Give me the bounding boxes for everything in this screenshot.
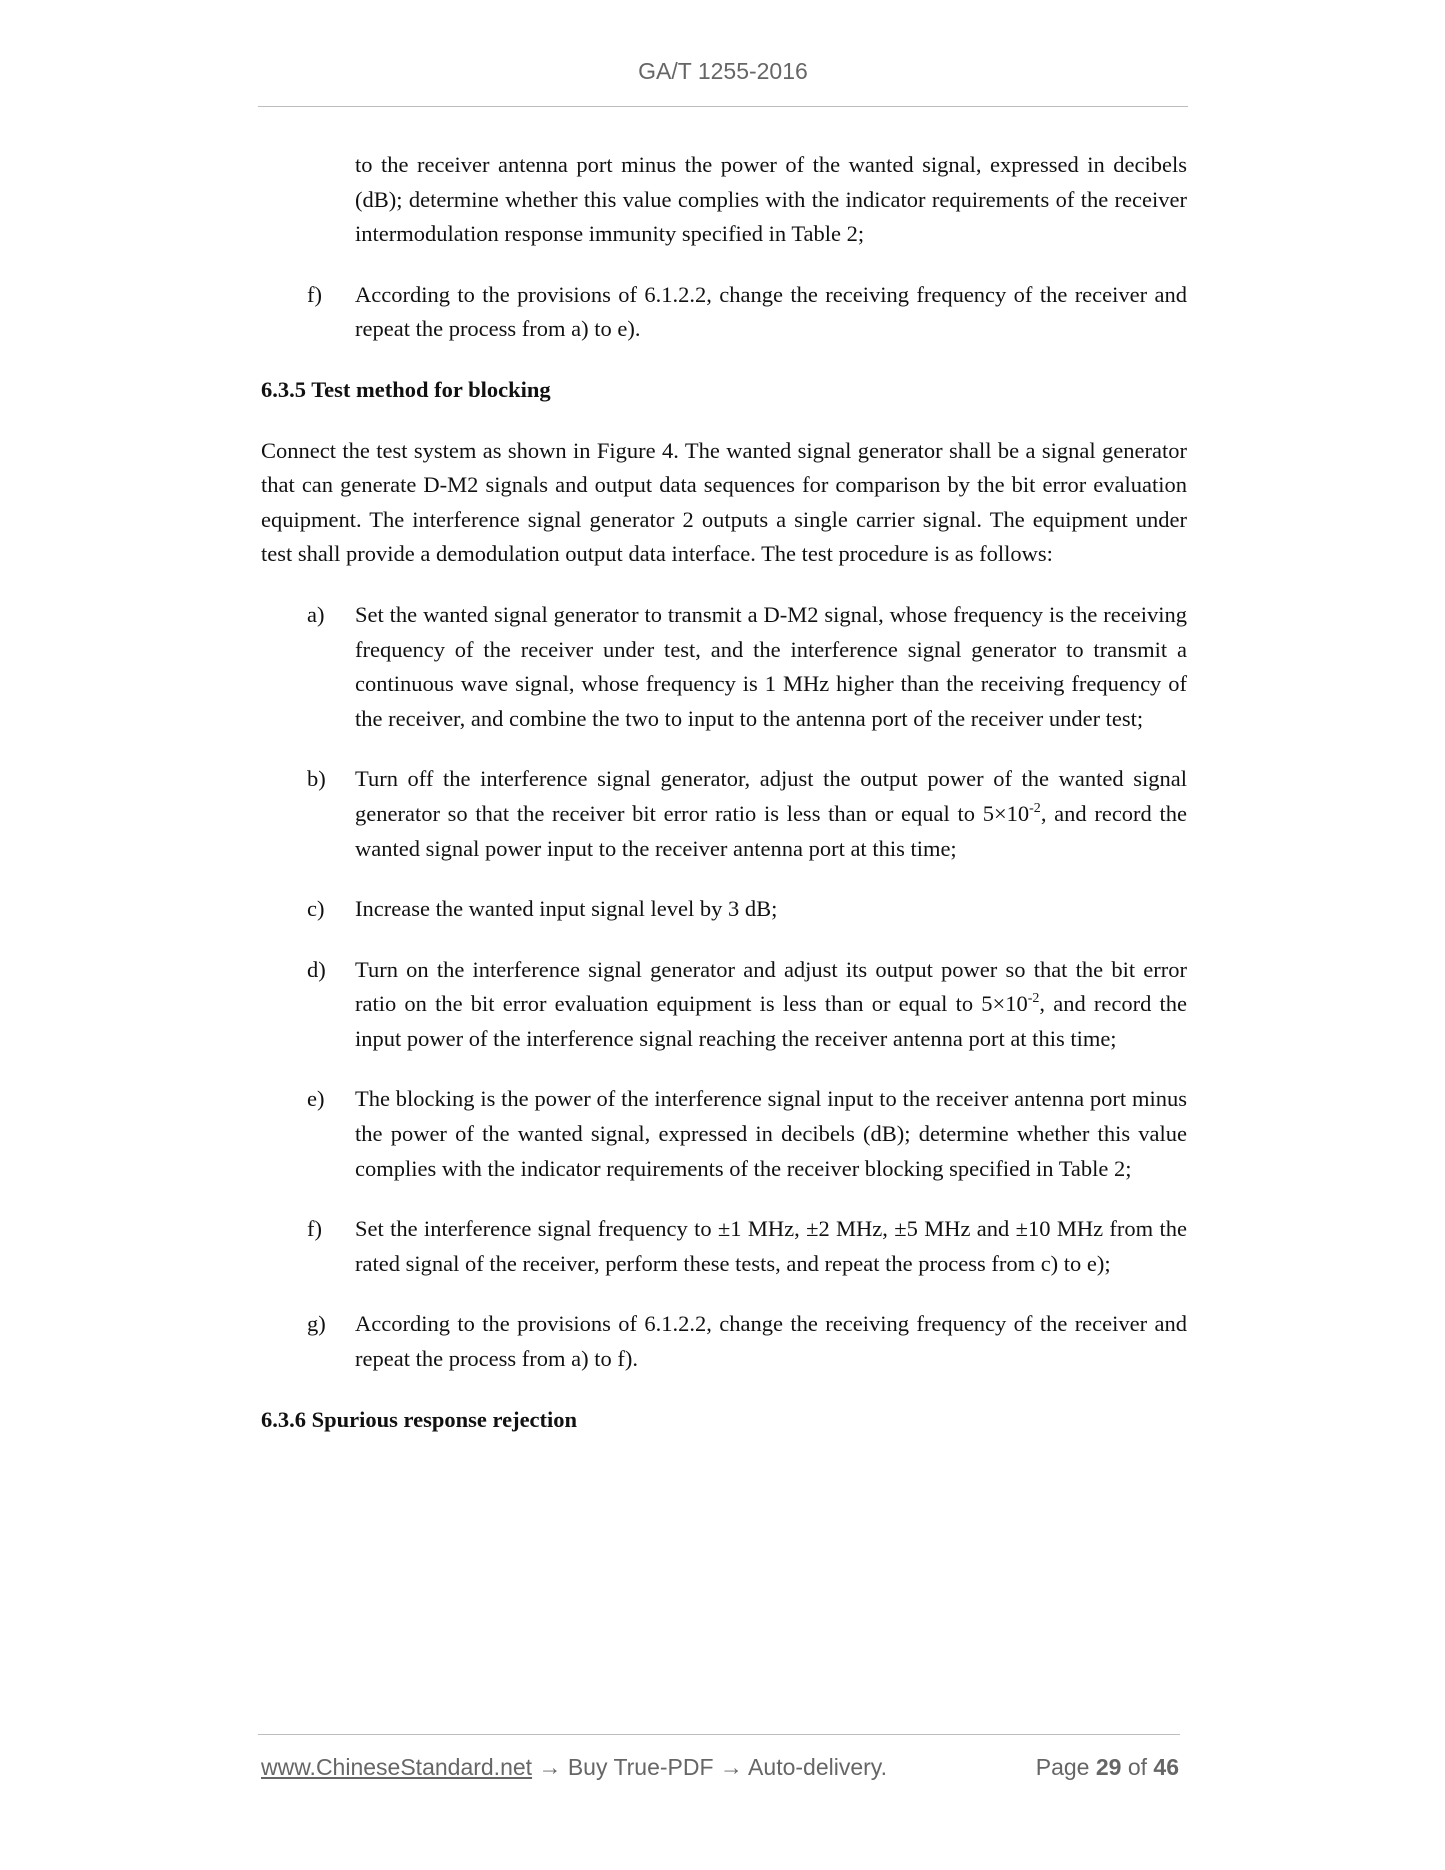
- step-superscript: -2: [1029, 800, 1041, 816]
- step-text-after: , and record the wanted signal power input to the receiver antenna port at this time;: [355, 800, 1187, 861]
- page-indicator: [1036, 1754, 1179, 1781]
- step-text-before: Turn on the interference signal generator and adjust its output power so that the bit error ratio on the bit error evaluation equipment is less than or equal to 5×10: [355, 956, 1187, 1017]
- step-label: a): [307, 601, 325, 627]
- step-f: [261, 1212, 1187, 1281]
- step-c: [261, 892, 1187, 927]
- step-label: c): [307, 896, 325, 922]
- step-text-before: Turn off the interference signal generator, adjust the output power of the wanted signal generator so that the receiver bit error ratio is less than or equal to 5×10: [355, 766, 1187, 826]
- section-heading-6-3-5: 6.3.5 Test method for blocking: [261, 376, 551, 402]
- step-text: Increase the wanted input signal level by 3 dB;: [355, 896, 778, 922]
- list-item-text: to the receiver antenna port minus the power of the wanted signal, expressed in decibels (dB); determine whether this value complies with the indicator requirements of the receiver intermodulation response immunity specified in Table 2;: [355, 152, 1187, 247]
- footer-site-link[interactable]: www.ChineseStandard.net: [261, 1754, 533, 1780]
- step-label: b): [307, 766, 326, 792]
- step-d: [261, 953, 1187, 1057]
- document-body: [261, 148, 1187, 1463]
- footer-promo: [261, 1754, 887, 1781]
- list-item-text: According to the provisions of 6.1.2.2, change the receiving frequency of the receiver and repeat the process from a) to e).: [355, 281, 1187, 342]
- step-e: [261, 1082, 1187, 1186]
- step-a: [261, 598, 1187, 736]
- step-b: [261, 762, 1187, 866]
- footer-rule: [258, 1734, 1180, 1735]
- of-word: of: [1127, 1754, 1148, 1780]
- page-number: 29: [1095, 1754, 1122, 1780]
- section-heading-6-3-6: 6.3.6 Spurious response rejection: [261, 1406, 578, 1432]
- step-text: According to the provisions of 6.1.2.2, change the receiving frequency of the receiver and repeat the process from a) to f).: [355, 1311, 1187, 1372]
- list-item-prev-f: [261, 278, 1187, 347]
- step-text: Set the wanted signal generator to transmit a D-M2 signal, whose frequency is the receiving frequency of the receiver under test, and the interference signal generator to transmit a continuous wave signal, whose frequency is 1 MHz higher than the receiving frequency of the receiver, and combine the two to input to the antenna port of the receiver under test;: [355, 601, 1187, 731]
- footer-promo-text: → Buy True-PDF → Auto-delivery.: [532, 1754, 887, 1780]
- header-rule: [258, 106, 1188, 107]
- step-g: [261, 1307, 1187, 1376]
- step-text: The blocking is the power of the interference signal input to the receiver antenna port minus the power of the wanted signal, expressed in decibels (dB); determine whether this value complies with the indicator requirements of the receiver blocking specified in Table 2;: [355, 1086, 1187, 1181]
- list-item-continued: [261, 148, 1187, 252]
- step-label: d): [307, 956, 326, 982]
- list-item-label: f): [307, 281, 322, 307]
- step-text-after: , and record the input power of the interference signal reaching the receiver antenna port at this time;: [355, 991, 1188, 1051]
- step-superscript: -2: [1027, 991, 1040, 1007]
- step-label: f): [307, 1216, 322, 1242]
- step-label: g): [307, 1311, 326, 1337]
- document-header-title: GA/T 1255-2016: [638, 58, 808, 84]
- step-label: e): [307, 1086, 325, 1112]
- step-text: Set the interference signal frequency to ±1 MHz, ±2 MHz, ±5 MHz and ±10 MHz from the rated signal of the receiver, perform these tests, and repeat the process from c) to e);: [355, 1216, 1187, 1276]
- page-word: Page: [1035, 1754, 1090, 1780]
- section-intro-paragraph: Connect the test system as shown in Figure 4. The wanted signal generator shall be a signal generator that can generate D-M2 signals and output data sequences for comparison by the bit error evaluation equipment. The interference signal generator 2 outputs a single carrier signal. The equipment under test shall provide a demodulation output data interface. The test procedure is as follows:: [261, 437, 1187, 567]
- page-total: 46: [1153, 1754, 1179, 1780]
